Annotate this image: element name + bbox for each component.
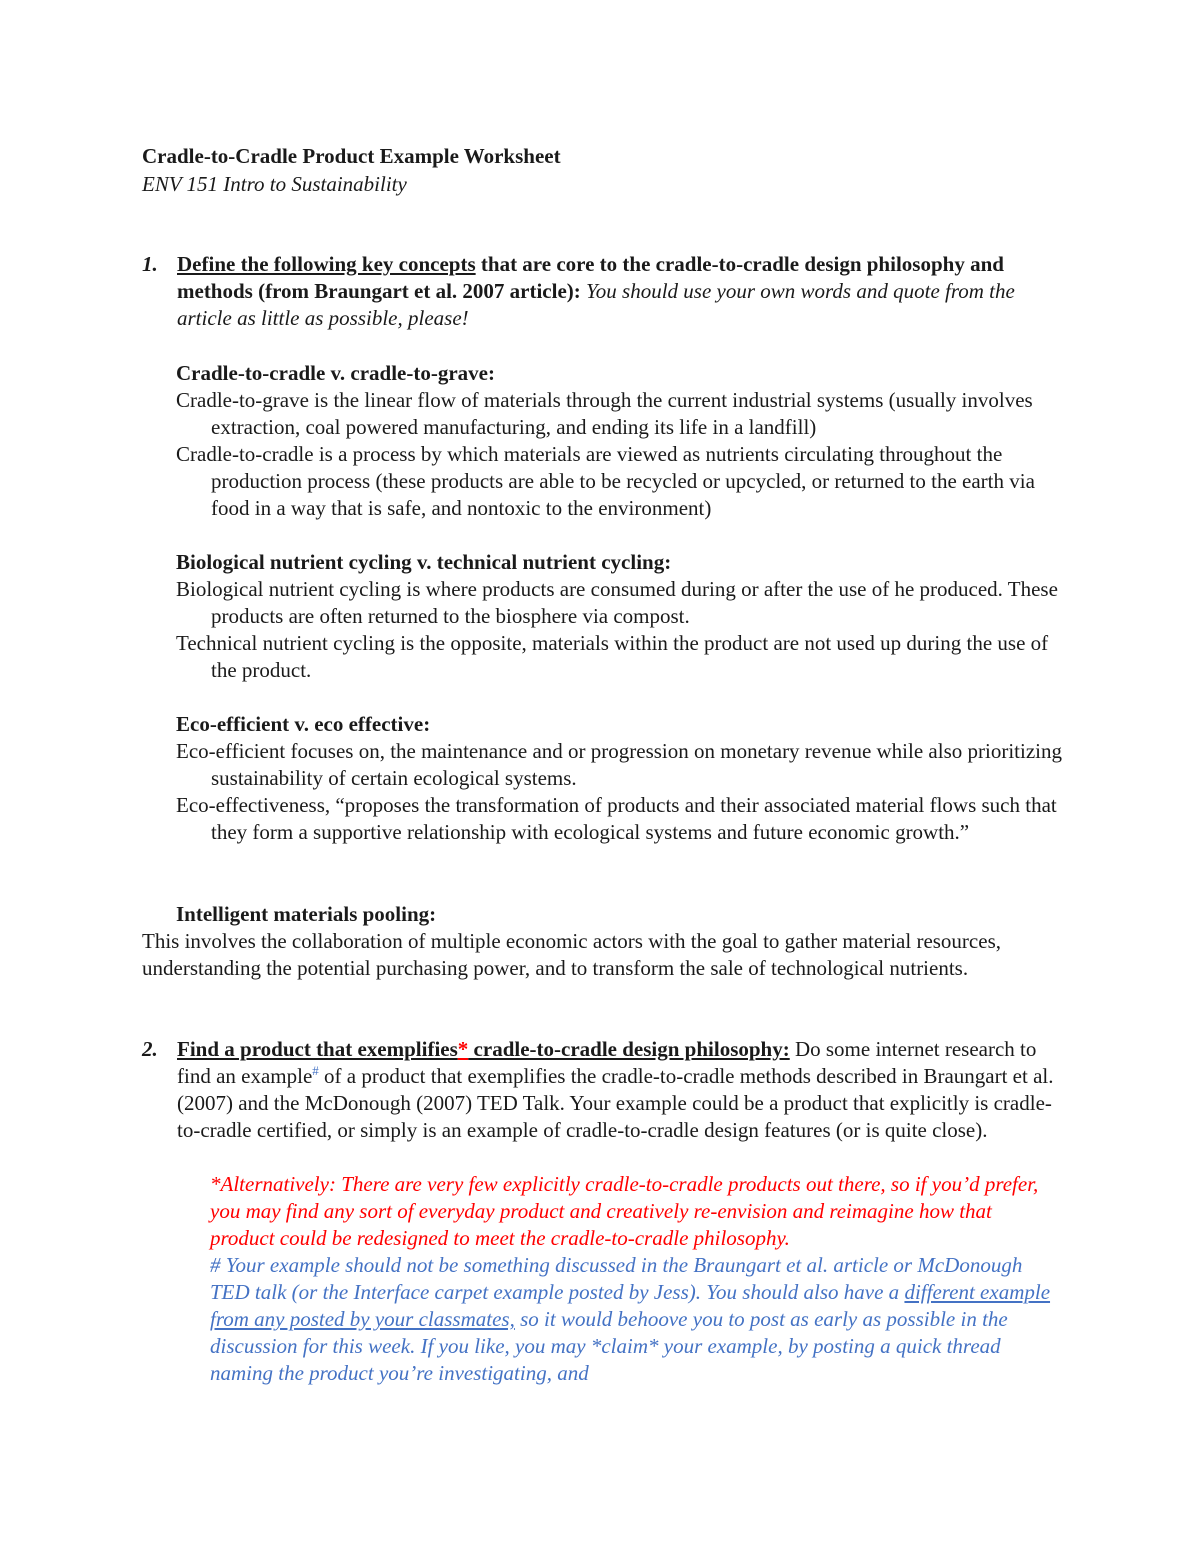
- section-nutrient-cycling: [176, 549, 1076, 684]
- section-heading: Intelligent materials pooling:: [176, 902, 437, 926]
- q2-prompt-text-1: Do some internet research to find an example: [177, 1037, 1037, 1088]
- q2-prompt-underlined: Find a product that exemplifies: [177, 1037, 458, 1061]
- q1-prompt-underlined: Define the following key concepts: [177, 252, 476, 276]
- course-subtitle: ENV 151 Intro to Sustainability: [142, 172, 407, 196]
- q1-prompt-italic: You should use your own words and quote from the article as little as possible, please!: [177, 279, 1015, 330]
- section-heading: Eco-efficient v. eco effective:: [176, 712, 431, 736]
- section-eco-efficient: [176, 711, 1076, 846]
- answer-text: Biological nutrient cycling is where products are consumed during or after the use of he produced. These products are often returned to the biosphere via compost.: [176, 577, 1058, 628]
- red-note-text: *Alternatively: There are very few explicitly cradle-to-cradle products out there, so if you’d prefer, you may find any sort of everyday product and creatively re-envision and reimagine how that product could be redesigned to meet the cradle-to-cradle philosophy.: [210, 1172, 1039, 1250]
- section-cradle-v-grave: [176, 360, 1076, 522]
- section-heading: Biological nutrient cycling v. technical nutrient cycling:: [176, 550, 672, 574]
- answer-text: Cradle-to-cradle is a process by which materials are viewed as nutrients circulating throughout the production process (these products are able to be recycled or upcycled, or returned to the earth via food in a way that is safe, and nontoxic to the environment): [176, 442, 1035, 520]
- blue-note-underlined: different example from any posted by your classmates,: [210, 1280, 1051, 1331]
- answer-text: Cradle-to-grave is the linear flow of materials through the current industrial systems (usually involves extraction, coal powered manufacturing, and ending its life in a landfill): [176, 388, 1033, 439]
- answer-text: Technical nutrient cycling is the opposite, materials within the product are not used up during the use of the product.: [176, 631, 1049, 682]
- answer-text: Eco-efficient focuses on, the maintenance and or progression on monetary revenue while also prioritizing sustainability of certain ecological systems.: [176, 739, 1062, 790]
- page-title: Cradle-to-Cradle Product Example Worksheet: [142, 144, 561, 168]
- alternative-note: [210, 1171, 1060, 1252]
- q2-prompt-hash: #: [312, 1063, 319, 1078]
- section-materials-pooling: [176, 901, 1076, 928]
- section-heading: Cradle-to-cradle v. cradle-to-grave:: [176, 361, 495, 385]
- blue-note-text-1: # Your example should not be something discussed in the Braungart et al. article or McDonough TED talk (or the Interface carpet example posted by Jess). You should also have a: [210, 1253, 1023, 1304]
- blue-note-text-2: so it would behoove you to post as early as possible in the discussion for this week. If you like, you may *claim* your example, by posting a quick thread naming the product you’re investigating, and: [210, 1307, 1008, 1385]
- answer-text: This involves the collaboration of multiple economic actors with the goal to gather material resources, understanding the potential purchasing power, and to transform the sale of technological nutrients.: [142, 929, 1001, 980]
- example-note: [210, 1252, 1060, 1387]
- question-2-number: 2.: [142, 1037, 158, 1061]
- q1-prompt-bold: that are core to the cradle-to-cradle design philosophy and methods (from Braungart et al. 2007 article):: [177, 252, 1004, 303]
- question-1-number: 1.: [142, 252, 158, 276]
- question-1-prompt: [177, 251, 1067, 332]
- answer-text: Eco-effectiveness, “proposes the transformation of products and their associated material flows such that they form a supportive relationship with ecological systems and future economic growth.”: [176, 793, 1057, 844]
- q2-prompt-star: *: [457, 1037, 469, 1061]
- q2-prompt-text-2: of a product that exemplifies the cradle-to-cradle methods described in Braungart et al. (2007) and the McDonough (2007) TED Talk. Your example could be a product that explicitly is cradle-to-cradle certified, or simply is an example of cradle-to-cradle design features (or is quite close).: [177, 1064, 1054, 1142]
- question-2-prompt: [177, 1036, 1057, 1144]
- q2-prompt-underlined-2: cradle-to-cradle design philosophy:: [468, 1037, 790, 1061]
